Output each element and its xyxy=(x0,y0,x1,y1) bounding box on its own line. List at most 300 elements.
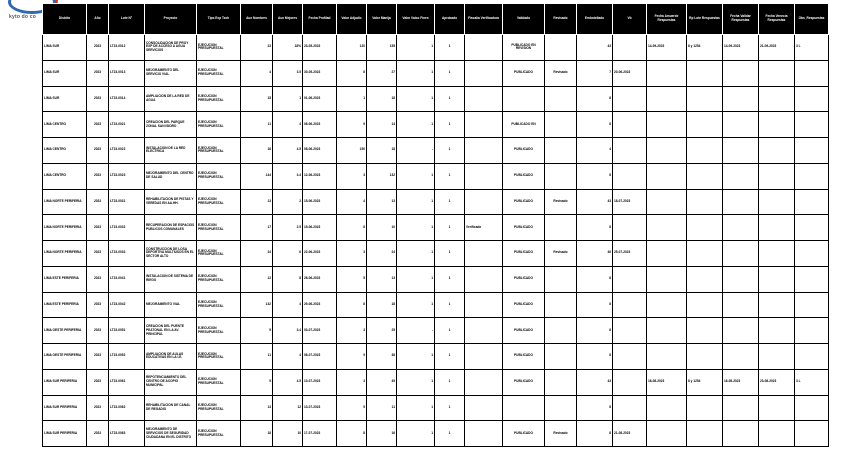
table-cell: 1 xyxy=(397,266,435,292)
table-cell: 1 xyxy=(435,86,465,112)
table-cell xyxy=(723,241,759,267)
table-cell: 8 xyxy=(577,112,613,138)
table-cell xyxy=(795,215,829,241)
table-cell: 5 xyxy=(241,318,273,344)
column-header[interactable]: Fiscalía Verificadora xyxy=(465,4,503,35)
table-cell: 1 xyxy=(397,60,435,86)
table-cell: 08-06-2023 xyxy=(303,138,337,164)
table-cell xyxy=(465,138,503,164)
table-cell: LIMA ESTE PERIFERIA xyxy=(43,266,87,292)
table-cell: 1 xyxy=(435,395,465,421)
table-cell: 11 xyxy=(241,344,273,370)
table-cell: 155 xyxy=(367,35,397,61)
table-cell: LIMA SUR xyxy=(43,35,87,61)
table-cell: 8 xyxy=(577,163,613,189)
table-cell xyxy=(465,266,503,292)
table-cell xyxy=(613,35,647,61)
table-cell: 1 xyxy=(397,163,435,189)
table-cell: 1 xyxy=(397,369,435,395)
table-cell: 8 xyxy=(577,215,613,241)
table-cell xyxy=(613,266,647,292)
table-cell: 30-05-2023 xyxy=(303,60,337,86)
table-cell: 1 xyxy=(435,215,465,241)
table-cell: 4.5 xyxy=(273,369,303,395)
table-cell: 18 xyxy=(367,86,397,112)
table-cell: LIMA ESTE PERIFERIA xyxy=(43,292,87,318)
table-cell: PUBLICADO xyxy=(503,369,545,395)
table-cell xyxy=(795,318,829,344)
table-cell xyxy=(795,266,829,292)
table-cell xyxy=(687,241,723,267)
table-cell: 13-07-2023 xyxy=(303,395,337,421)
table-cell: 8 xyxy=(577,395,613,421)
table-row[interactable] xyxy=(43,86,829,112)
table-cell: MEJORAMIENTO VIAL xyxy=(145,292,197,318)
table-cell xyxy=(795,86,829,112)
table-cell xyxy=(545,112,577,138)
table-cell xyxy=(759,318,795,344)
table-cell xyxy=(687,60,723,86)
table-cell: 3 xyxy=(337,241,367,267)
table-cell: 3.5 xyxy=(273,60,303,86)
table-cell: LIMA NORTE PERIFERIA xyxy=(43,215,87,241)
table-cell: EJECUCION PRESUPUESTAL xyxy=(197,35,241,61)
table-cell: LIMA OESTE PERIFERIA xyxy=(43,318,87,344)
table-cell: 132 xyxy=(241,292,273,318)
table-cell: EJECUCION PRESUPUESTAL xyxy=(197,163,241,189)
table-cell: 8 y 1254 xyxy=(687,35,723,61)
table-cell: 2023 xyxy=(87,395,109,421)
table-cell: 2023 xyxy=(87,189,109,215)
table-cell xyxy=(795,421,829,447)
table-cell xyxy=(647,215,687,241)
table-cell: 06-06-2023 xyxy=(303,112,337,138)
table-cell: INSTALACION DE LA RED ELECTRICA xyxy=(145,138,197,164)
table-cell: LIMA CENTRO xyxy=(43,138,87,164)
table-cell xyxy=(613,163,647,189)
table-row[interactable] xyxy=(43,35,829,61)
table-cell: 2 xyxy=(273,189,303,215)
table-cell xyxy=(687,395,723,421)
table-cell: LT23-0061 xyxy=(109,369,145,395)
table-cell xyxy=(723,266,759,292)
table-cell xyxy=(795,241,829,267)
table-cell: 8 xyxy=(337,215,367,241)
table-cell: 1 xyxy=(273,86,303,112)
table-cell: PUBLICADO xyxy=(503,60,545,86)
table-cell xyxy=(687,189,723,215)
table-cell: MEJORAMIENTO DEL CENTRO DE SALUD xyxy=(145,163,197,189)
table-cell xyxy=(545,395,577,421)
table-cell xyxy=(795,60,829,86)
table-cell: 10 xyxy=(273,421,303,447)
table-row[interactable] xyxy=(43,369,829,395)
table-cell: 24 xyxy=(367,241,397,267)
table-cell xyxy=(723,421,759,447)
table-cell: 11 xyxy=(367,395,397,421)
table-row[interactable] xyxy=(43,344,829,370)
table-cell xyxy=(465,35,503,61)
table-cell xyxy=(647,163,687,189)
table-cell xyxy=(759,421,795,447)
table-cell xyxy=(687,112,723,138)
table-cell: LT23-0031 xyxy=(109,189,145,215)
table-cell xyxy=(545,215,577,241)
column-header[interactable]: Tipo Exp Tech xyxy=(197,4,241,35)
table-cell xyxy=(759,86,795,112)
table-cell: EJECUCION PRESUPUESTAL xyxy=(197,215,241,241)
table-cell xyxy=(613,86,647,112)
table-cell: LT23-0033 xyxy=(109,241,145,267)
table-cell: LIMA SUR xyxy=(43,60,87,86)
table-cell: INSTALACION DE SISTEMA DE RIEGO xyxy=(145,266,197,292)
table-cell: LT23-0023 xyxy=(109,163,145,189)
table-cell: 23 xyxy=(241,35,273,61)
column-header[interactable]: Fecha Validar Respuestas xyxy=(723,4,759,35)
table-cell: LT23-0063 xyxy=(109,421,145,447)
table-cell: 9 xyxy=(337,112,367,138)
table-cell: 23-05-2023 xyxy=(303,35,337,61)
table-cell: 16-08-2023 xyxy=(723,369,759,395)
column-header[interactable]: Aux Nombres xyxy=(241,4,273,35)
table-cell: 5 xyxy=(337,395,367,421)
table-cell: PUBLICADO xyxy=(503,421,545,447)
column-header[interactable]: Valor Valoc Fines xyxy=(397,4,435,35)
table-cell xyxy=(613,112,647,138)
table-cell: LIMA SUR xyxy=(43,86,87,112)
table-cell: CREACION DEL PUENTE PEATONAL EN LA AV. PRINCIPAL xyxy=(145,318,197,344)
table-cell: 46 xyxy=(577,241,613,267)
table-cell xyxy=(647,86,687,112)
table-cell xyxy=(545,292,577,318)
table-cell: 5 xyxy=(337,266,367,292)
table-cell xyxy=(723,215,759,241)
table-cell: 7 xyxy=(577,60,613,86)
table-cell xyxy=(465,369,503,395)
column-header[interactable]: Rp Lote Respuestas xyxy=(687,4,723,35)
table-cell: 13 xyxy=(241,395,273,421)
table-cell: 18-07-2023 xyxy=(613,189,647,215)
table-cell: EJECUCION PRESUPUESTAL xyxy=(197,369,241,395)
table-cell: 12 xyxy=(273,395,303,421)
table-cell: 3 xyxy=(337,163,367,189)
table-cell: RECUPERACION DE ESPACIOS PUBLICOS COMUNALES xyxy=(145,215,197,241)
table-cell: 01-06-2023 xyxy=(303,86,337,112)
table-cell: 144 xyxy=(241,163,273,189)
table-cell: LIMA OESTE PERIFERIA xyxy=(43,344,87,370)
column-header[interactable]: Obs_Respuestas xyxy=(795,4,829,35)
table-cell xyxy=(503,86,545,112)
column-header[interactable]: Lote N° xyxy=(109,4,145,35)
table-cell: 3 L xyxy=(795,35,829,61)
table-cell: 3 xyxy=(337,318,367,344)
table-cell: LT23-0042 xyxy=(109,292,145,318)
table-cell xyxy=(795,395,829,421)
table-cell: 2023 xyxy=(87,86,109,112)
table-cell xyxy=(759,138,795,164)
column-header[interactable]: Fecha Amuerde Respuestas xyxy=(647,4,687,35)
table-cell: 1 xyxy=(397,86,435,112)
table-cell: 2023 xyxy=(87,35,109,61)
table-row[interactable] xyxy=(43,163,829,189)
table-cell xyxy=(465,86,503,112)
table-cell xyxy=(723,344,759,370)
table-cell: 12 xyxy=(241,266,273,292)
table-cell: 1 xyxy=(435,241,465,267)
table-cell: 19-06-2023 xyxy=(303,215,337,241)
table-cell: 1 xyxy=(435,266,465,292)
table-row[interactable] xyxy=(43,241,829,267)
table-cell: 12-06-2023 xyxy=(303,163,337,189)
table-row[interactable] xyxy=(43,60,829,86)
table-cell: EJECUCION PRESUPUESTAL xyxy=(197,112,241,138)
table-cell: PUBLICADO xyxy=(503,344,545,370)
table-cell: 1 xyxy=(435,138,465,164)
table-cell: EJECUCION PRESUPUESTAL xyxy=(197,138,241,164)
table-cell xyxy=(723,60,759,86)
table-cell: 2023 xyxy=(87,369,109,395)
table-cell: 10-07-2023 xyxy=(303,369,337,395)
table-cell xyxy=(613,215,647,241)
table-cell: Revisado xyxy=(545,241,577,267)
table-cell: AMPLIACION DE LA RED DE AGUA xyxy=(145,86,197,112)
table-row[interactable] xyxy=(43,112,829,138)
table-cell xyxy=(759,241,795,267)
table-cell xyxy=(647,292,687,318)
table-cell: EJECUCION PRESUPUESTAL xyxy=(197,292,241,318)
column-header[interactable]: Valor Manija xyxy=(367,4,397,35)
table-cell xyxy=(545,344,577,370)
table-cell: 11 xyxy=(241,112,273,138)
table-cell xyxy=(723,86,759,112)
table-cell: 9 xyxy=(337,344,367,370)
table-cell xyxy=(687,344,723,370)
table-cell: 16 xyxy=(241,138,273,164)
table-cell xyxy=(545,318,577,344)
table-cell: 23-08-2023 xyxy=(759,369,795,395)
table-cell: PUBLICADO EN xyxy=(503,112,545,138)
table-cell xyxy=(723,318,759,344)
table-cell: 16 xyxy=(367,421,397,447)
table-cell: MEJORAMIENTO DEL SERVICIO VIAL xyxy=(145,60,197,86)
table-cell xyxy=(545,266,577,292)
table-cell: 38 xyxy=(367,344,397,370)
table-cell: LT23-0062 xyxy=(109,395,145,421)
table-cell xyxy=(795,112,829,138)
table-cell: 2023 xyxy=(87,241,109,267)
table-cell xyxy=(647,421,687,447)
table-cell: 2023 xyxy=(87,138,109,164)
table-cell: CONSOLIDACION DE PROY EXP DE ACCESO A AGUA SERVICIOS xyxy=(145,35,197,61)
table-cell: LT23-0022 xyxy=(109,138,145,164)
table-cell: 5 xyxy=(241,369,273,395)
table-cell: AMPLIACION DE AULAS EDUCATIVAS EN LA I.E. xyxy=(145,344,197,370)
table-cell: 43 xyxy=(577,35,613,61)
table-cell: 1 xyxy=(397,189,435,215)
table-cell: 8 xyxy=(337,421,367,447)
table-cell: 43 xyxy=(577,189,613,215)
table-cell xyxy=(465,395,503,421)
table-cell: LIMA NORTE PERIFERIA xyxy=(43,189,87,215)
table-cell: 1 xyxy=(337,86,367,112)
table-cell: Verificado xyxy=(465,215,503,241)
table-cell: 18% xyxy=(273,35,303,61)
table-cell xyxy=(465,344,503,370)
column-header[interactable]: Aux Mejores xyxy=(273,4,303,35)
table-cell: - xyxy=(397,138,435,164)
table-cell xyxy=(723,138,759,164)
column-header[interactable]: Valor Adjudic xyxy=(337,4,367,35)
table-cell: PUBLICADO xyxy=(503,138,545,164)
table-cell xyxy=(687,86,723,112)
table-cell: 15 xyxy=(241,86,273,112)
table-cell: 25 xyxy=(367,318,397,344)
table-cell: 24 xyxy=(241,241,273,267)
table-cell: 8 xyxy=(577,86,613,112)
table-row[interactable] xyxy=(43,292,829,318)
table-cell xyxy=(795,163,829,189)
column-header[interactable]: Fecha Venecia Respuestas xyxy=(759,4,795,35)
table-row[interactable] xyxy=(43,421,829,447)
table-cell: 4 xyxy=(273,112,303,138)
table-cell: 13 xyxy=(241,189,273,215)
table-cell: 29-06-2023 xyxy=(303,292,337,318)
table-cell: 2023 xyxy=(87,163,109,189)
column-header[interactable]: Distrito xyxy=(43,4,87,35)
column-header[interactable]: Embotellado xyxy=(577,4,613,35)
table-cell: Revisado xyxy=(545,60,577,86)
table-row[interactable] xyxy=(43,189,829,215)
table-cell: PUBLICADO xyxy=(503,215,545,241)
table-cell xyxy=(759,189,795,215)
table-cell: 43 xyxy=(577,369,613,395)
table-cell: CREACION DEL PARQUE ZONAL SAN ISIDRO xyxy=(145,112,197,138)
column-header[interactable]: Proyecto xyxy=(145,4,197,35)
table-cell: Revisado xyxy=(545,421,577,447)
table-cell: 18 xyxy=(367,138,397,164)
table-cell: 150 xyxy=(337,138,367,164)
column-header[interactable]: Revisado xyxy=(545,4,577,35)
table-cell xyxy=(647,266,687,292)
logo-text: kyto do co xyxy=(9,14,37,20)
table-cell xyxy=(613,292,647,318)
table-cell xyxy=(795,189,829,215)
table-cell: 8 xyxy=(577,292,613,318)
table-cell: LIMA CENTRO xyxy=(43,163,87,189)
table-cell xyxy=(795,344,829,370)
table-cell: 2023 xyxy=(87,344,109,370)
table-cell: 8 xyxy=(577,318,613,344)
table-cell: 1 xyxy=(435,369,465,395)
table-cell xyxy=(465,189,503,215)
table-cell: CONSTRUCCION DE LOSA DEPORTIVA MULTIUSOS EN EL SECTOR ALTO xyxy=(145,241,197,267)
table-cell: 3.4 xyxy=(273,163,303,189)
table-cell: 13 xyxy=(367,189,397,215)
table-cell xyxy=(613,138,647,164)
table-cell xyxy=(759,215,795,241)
table-cell xyxy=(465,292,503,318)
table-cell: 4 xyxy=(273,344,303,370)
table-cell: 4.5 xyxy=(273,138,303,164)
column-header[interactable]: Vb xyxy=(613,4,647,35)
table-cell: EJECUCION PRESUPUESTAL xyxy=(197,266,241,292)
table-cell: 2023 xyxy=(87,292,109,318)
table-cell: 2023 xyxy=(87,112,109,138)
table-cell: 2023 xyxy=(87,60,109,86)
table-cell: 4 xyxy=(241,60,273,86)
table-cell: 120 xyxy=(337,35,367,61)
column-header[interactable]: Validado xyxy=(503,4,545,35)
column-header[interactable]: Fecha Profilad xyxy=(303,4,337,35)
table-cell: REPOTENCIAMIENTO DEL CENTRO DE ACOPIO MUNICIPAL xyxy=(145,369,197,395)
table-cell: LT23-0051 xyxy=(109,318,145,344)
table-cell xyxy=(759,266,795,292)
table-cell xyxy=(465,112,503,138)
table-cell: EJECUCION PRESUPUESTAL xyxy=(197,60,241,86)
column-header[interactable]: Año xyxy=(87,4,109,35)
table-cell xyxy=(647,395,687,421)
table-cell: 17-07-2023 xyxy=(303,421,337,447)
table-cell: 3.4 xyxy=(273,318,303,344)
table-cell: PUBLICADO xyxy=(503,318,545,344)
table-cell xyxy=(465,163,503,189)
table-cell xyxy=(545,163,577,189)
table-cell: LT23-0012 xyxy=(109,35,145,61)
table-cell xyxy=(687,318,723,344)
table-cell xyxy=(795,138,829,164)
table-cell: 2023 xyxy=(87,215,109,241)
table-row[interactable] xyxy=(43,215,829,241)
column-header[interactable]: Aprobado xyxy=(435,4,465,35)
table-cell: MEJORAMIENTO DE SERVICIOS DE SEGURIDAD CIUDADANA EN EL DISTRITO xyxy=(145,421,197,447)
table-cell xyxy=(687,421,723,447)
table-cell: REHABILITACION DE CANAL DE REGADIO xyxy=(145,395,197,421)
table-cell: 18 xyxy=(241,421,273,447)
table-row[interactable] xyxy=(43,138,829,164)
table-cell xyxy=(613,369,647,395)
table-cell: 4 xyxy=(337,189,367,215)
table-cell xyxy=(687,266,723,292)
table-cell: 21-08-2023 xyxy=(613,421,647,447)
table-cell xyxy=(647,241,687,267)
table-cell: 8 xyxy=(577,421,613,447)
table-cell xyxy=(687,215,723,241)
table-row[interactable] xyxy=(43,318,829,344)
table-cell: 1 xyxy=(435,60,465,86)
table-row[interactable] xyxy=(43,395,829,421)
table-cell: PUBLICADO xyxy=(503,189,545,215)
table-row[interactable] xyxy=(43,266,829,292)
table-cell: REHABILITACION DE PISTAS Y VEREDAS EN AA.HH. xyxy=(145,189,197,215)
table-cell xyxy=(647,344,687,370)
table-cell xyxy=(723,395,759,421)
table-cell xyxy=(613,344,647,370)
table-cell: LIMA SUR PERIFERIA xyxy=(43,369,87,395)
table-cell: 21-09-2023 xyxy=(759,35,795,61)
table-cell xyxy=(465,241,503,267)
table-cell: 1 xyxy=(397,421,435,447)
table-cell: 26-06-2023 xyxy=(303,266,337,292)
table-cell xyxy=(647,112,687,138)
table-cell: 8 y 1254 xyxy=(687,369,723,395)
table-cell: 8 xyxy=(273,266,303,292)
table-cell xyxy=(613,395,647,421)
table-cell: 3 L xyxy=(795,369,829,395)
table-cell xyxy=(687,163,723,189)
table-cell xyxy=(465,421,503,447)
table-cell: LIMA SUR PERIFERIA xyxy=(43,421,87,447)
table-cell: 1 xyxy=(435,292,465,318)
